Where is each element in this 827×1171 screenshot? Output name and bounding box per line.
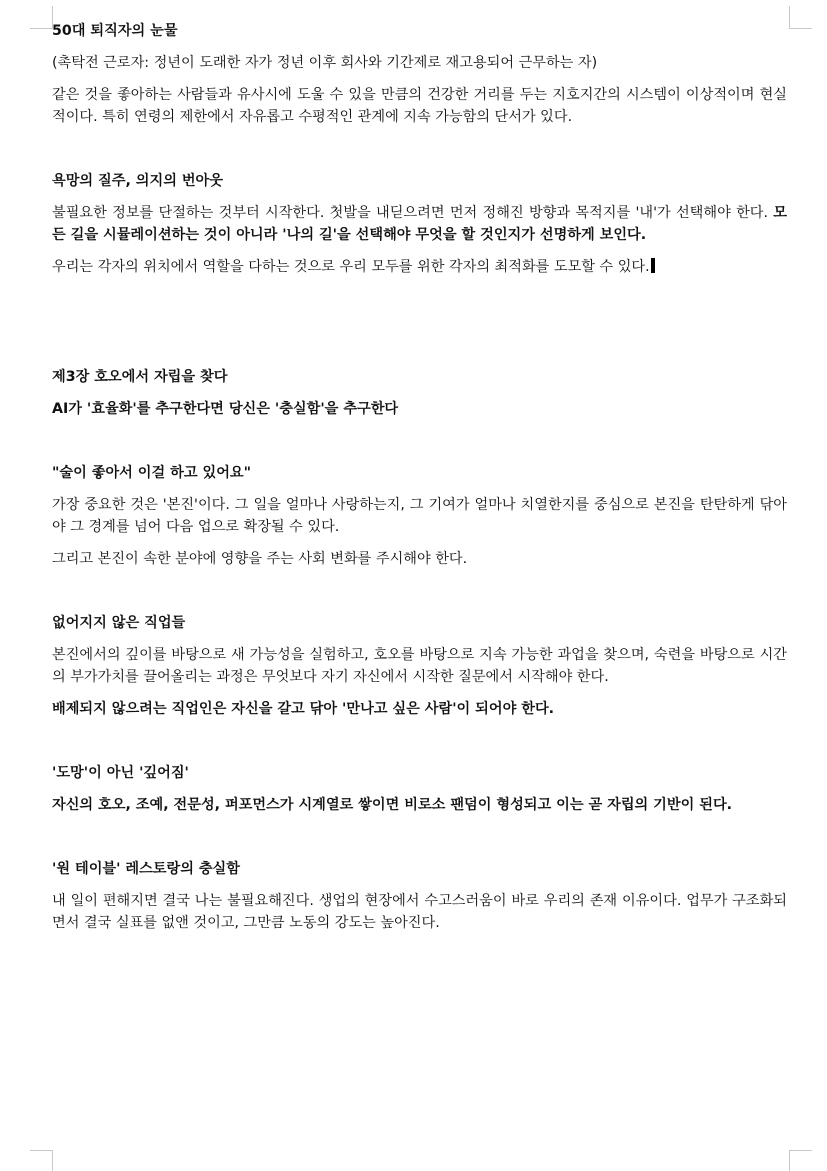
paragraph-ideal-system: 같은 것을 좋아하는 사람들과 유사시에 도울 수 있을 만큼의 건강한 거리를 두는 지호지간의 시스템이 이상적이며 현실적이다. 특히 연령의 제한에서 자유롭고 수평적인 관계에 지속 가능함의 단서가 있다. [52, 87, 787, 125]
page-corner-mark-bottom-right [789, 1150, 812, 1171]
heading-retiree-tears: 50대 퇴직자의 눈물 [52, 23, 178, 39]
page-corner-mark-top-left [30, 6, 53, 29]
page-corner-mark-top-right [789, 6, 812, 29]
paragraph-fandom: 자신의 호오, 조예, 전문성, 퍼포먼스가 시계열로 쌓이면 비로소 팬덤이 형성되고 이는 곧 자립의 기반이 된다. [52, 797, 733, 813]
paragraph-choose-path-bold: 모든 길을 시뮬레이션하는 것이 아니라 '나의 길'을 선택해야 무엇을 할 것인지가 선명하게 보인다. [52, 205, 787, 243]
paragraph-wanted-person: 배제되지 않으려는 직업인은 자신을 갈고 닦아 '만나고 싶은 사람'이 되어야 한다. [52, 701, 555, 717]
heading-desire-burnout: 욕망의 질주, 의지의 번아웃 [52, 173, 223, 189]
paragraph-choose-path [52, 202, 787, 246]
paragraph-optimization[interactable] [52, 256, 787, 278]
heading-deepening: '도망'이 아닌 '깊어짐' [52, 765, 189, 781]
heading-chapter-3: 제3장 호오에서 자립을 찾다 [52, 369, 228, 385]
page-corner-mark-bottom-left [30, 1150, 53, 1171]
heading-one-table-restaurant: '원 테이블' 레스토랑의 충실함 [52, 861, 240, 877]
paragraph-labor-intensity: 내 일이 편해지면 결국 나는 불필요해진다. 생업의 현장에서 수고스러움이 바로 우리의 존재 이유이다. 업무가 구조화되면서 결국 실표를 없앤 것이고, 그만큼 노동의 강도는 높아진다. [52, 893, 787, 931]
paragraph-social-change: 그리고 본진이 속한 분야에 영향을 주는 사회 변화를 주시해야 한다. [52, 551, 468, 567]
paragraph-optimization-text: 우리는 각자의 위치에서 역할을 다하는 것으로 우리 모두를 위한 각자의 최적화를 도모할 수 있다. [52, 259, 650, 275]
text-cursor [651, 258, 655, 273]
paragraph-choose-path-plain: 불필요한 정보를 단절하는 것부터 시작한다. 첫발을 내딛으려면 먼저 정해진 방향과 목적지를 '내'가 선택해야 한다. [52, 205, 774, 221]
document-page[interactable] [52, 20, 787, 934]
heading-ai-efficiency: AI가 '효율화'를 추구한다면 당신은 '충실함'을 추구한다 [52, 401, 399, 417]
heading-quote: "술이 좋아서 이걸 하고 있어요" [52, 465, 252, 481]
paragraph-new-possibilities: 본진에서의 깊이를 바탕으로 새 가능성을 실험하고, 호오를 바탕으로 지속 가능한 과업을 찾으며, 숙련을 바탕으로 시간의 부가가치를 끌어올리는 과정은 무엇보다 자기 자신에서 시작한 질문에서 시작해야 한다. [52, 647, 787, 685]
heading-lasting-jobs: 없어지지 않은 직업들 [52, 615, 186, 631]
paragraph-definition: (촉탁전 근로자: 정년이 도래한 자가 정년 이후 회사와 기간제로 재고용되어 근무하는 자) [52, 55, 598, 71]
paragraph-main-base: 가장 중요한 것은 '본진'이다. 그 일을 얼마나 사랑하는지, 그 기여가 얼마나 치열한지를 중심으로 본진을 탄탄하게 닦아야 그 경계를 넘어 다음 업으로 확장될 수 있다. [52, 497, 787, 535]
